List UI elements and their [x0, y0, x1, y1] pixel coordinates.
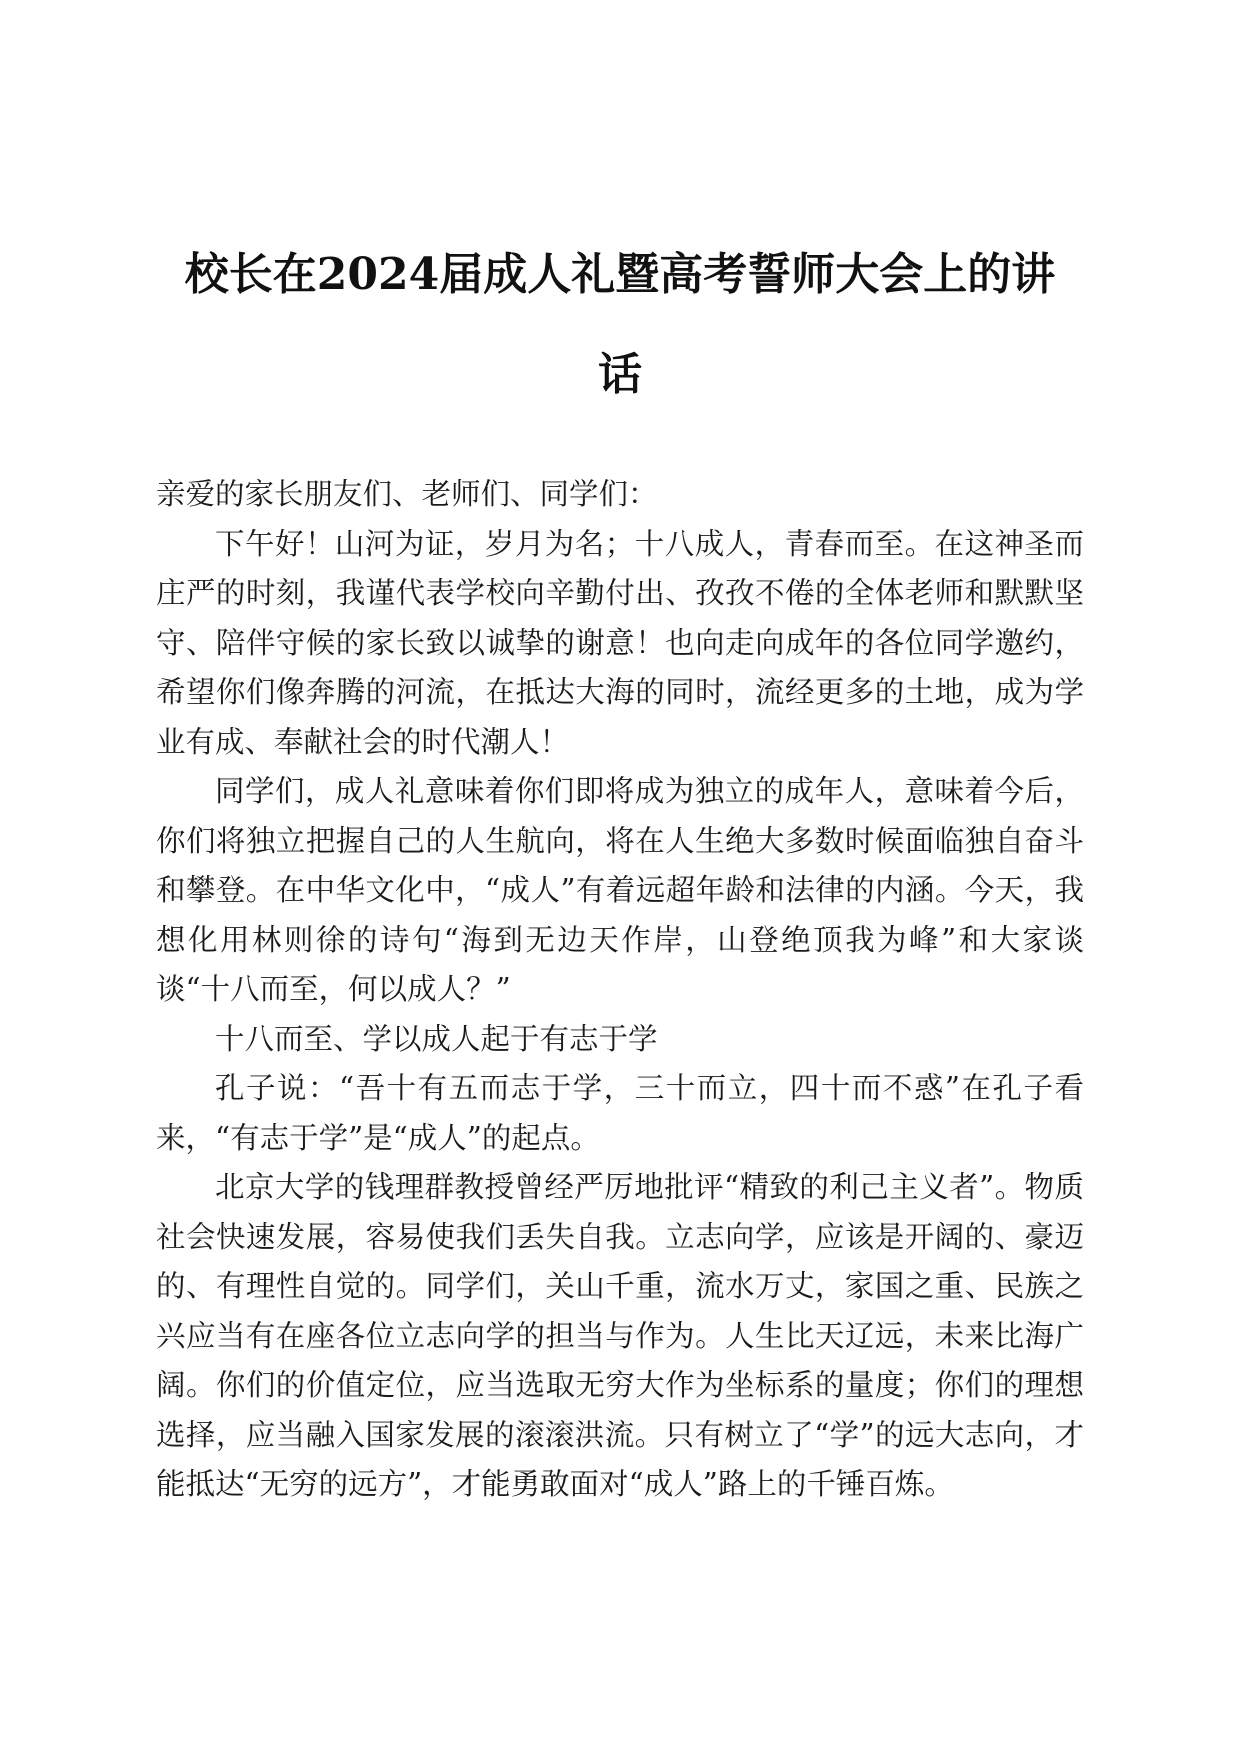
- title-line-2: 话: [598, 349, 642, 400]
- paragraph-coming-of-age: 同学们，成人礼意味着你们即将成为独立的成年人，意味着今后，你们将独立把握自己的人生航向，将在人生绝大多数时候面临独自奋斗和攀登。在中华文化中，“成人”有着远超年龄和法律的内涵。今天，我想化用林则徐的诗句“海到无边天作岸，山登绝顶我为峰”和大家谈谈“十八而至，何以成人？”: [156, 774, 1084, 1006]
- document-body: [156, 470, 1084, 1510]
- title-line-1: 校长在2024届成人礼暨高考誓师大会上的讲: [184, 249, 1056, 300]
- paragraph-greeting: 下午好！山河为证，岁月为名；十八成人，青春而至。在这神圣而庄严的时刻，我谨代表学校向辛勤付出、孜孜不倦的全体老师和默默坚守、陪伴守候的家长致以诚挚的谢意！也向走向成年的各位同学邀约，希望你们像奔腾的河流，在抵达大海的同时，流经更多的土地，成为学业有成、奉献社会的时代潮人！: [156, 526, 1084, 759]
- section-heading: 十八而至、学以成人起于有志于学: [215, 1021, 658, 1056]
- document-title: [150, 225, 1090, 425]
- salutation: 亲爱的家长朋友们、老师们、同学们：: [156, 477, 658, 511]
- paragraph-confucius-quote: 孔子说：“吾十有五而志于学，三十而立，四十而不惑”在孔子看来，“有志于学”是“成人”的起点。: [156, 1071, 1084, 1155]
- paragraph-aspiration: 北京大学的钱理群教授曾经严厉地批评“精致的利己主义者”。物质社会快速发展，容易使我们丢失自我。立志向学，应该是开阔的、豪迈的、有理性自觉的。同学们，关山千重，流水万丈，家国之重、民族之兴应当有在座各位立志向学的担当与作为。人生比天辽远，未来比海广阔。你们的价值定位，应当选取无穷大作为坐标系的量度；你们的理想选择，应当融入国家发展的滚滚洪流。只有树立了“学”的远大志向，才能抵达“无穷的远方”，才能勇敢面对“成人”路上的千锤百炼。: [156, 1170, 1084, 1501]
